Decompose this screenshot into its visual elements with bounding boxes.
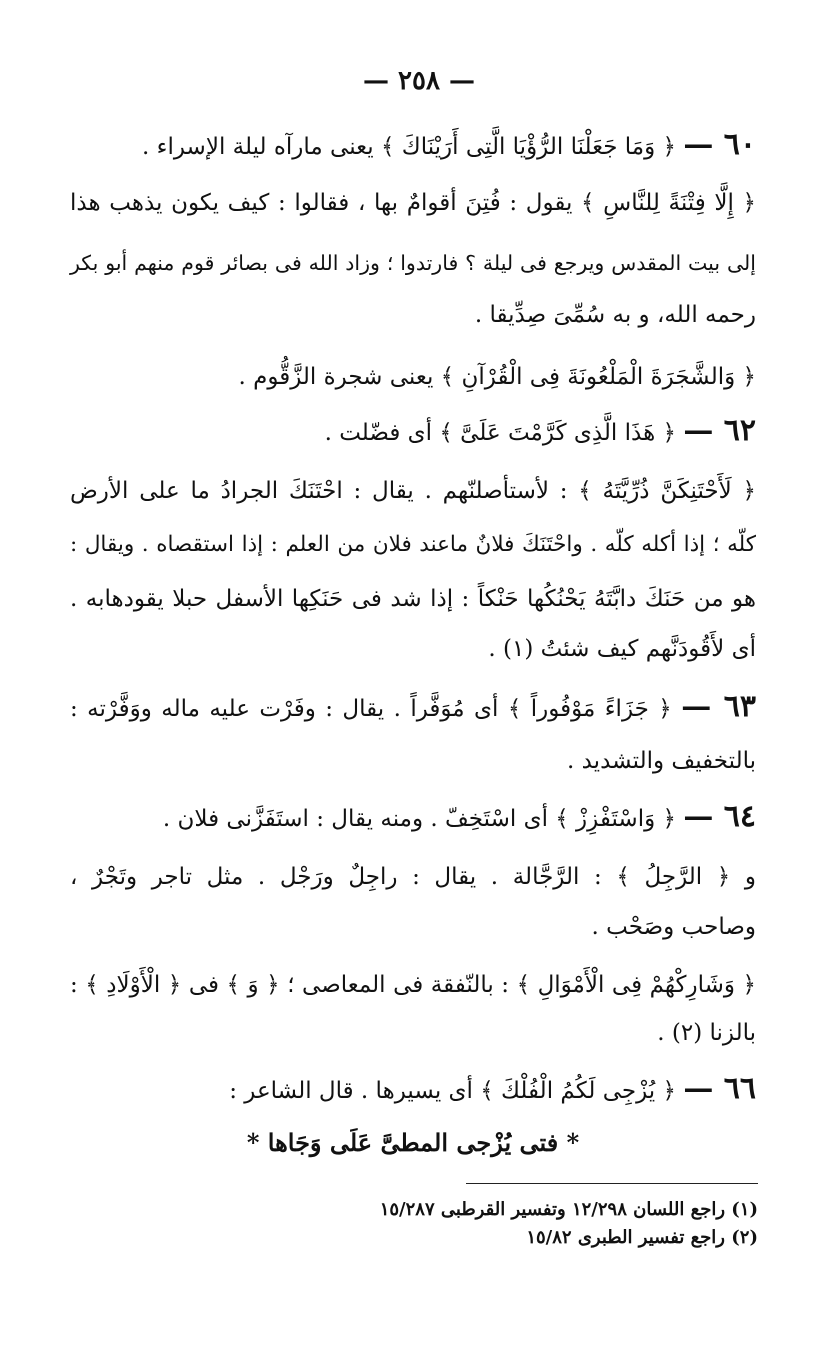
- verse-number: ٦٢ —: [683, 413, 756, 448]
- page-number: — ٢٥٨ —: [362, 66, 476, 96]
- poetry-verse: * فتى يُزْجى المطىَّ عَلَى وَجَاها *: [246, 1128, 580, 1157]
- line-text: ﴿ لَأَحْتَنِكَنَّ ذُرِّيَّتَهُ ﴾ : لأستأصلنّهم . يقال : احْتَنَكَ الجرادُ ما على الأرض: [70, 478, 756, 504]
- line-text: ﴿ وَالشَّجَرَةَ الْمَلْعُونَةَ فِى الْقُرْآنِ ﴾ يعنى شجرة الزَّقُّوم .: [238, 364, 756, 390]
- text-line: [70, 128, 756, 164]
- line-text: ﴿ يُزْجِى لَكُمُ الْفُلْكَ ﴾ أى يسيرها . قال الشاعر :: [229, 1078, 676, 1104]
- line-text: ﴿ وَشَارِكْهُمْ فِى الْأَمْوَالِ ﴾ : بالنّفقة فى المعاصى ؛ ﴿ وَ ﴾ فى ﴿ الْأَوْلَادِ ﴾ :: [70, 972, 756, 998]
- verse-number: ٦٤ —: [683, 799, 756, 834]
- footnotes: [338, 1196, 758, 1252]
- line-text: هو من حَنَكَ دابَّتَهُ يَحْنُكُها حَنْكاً : إذا شد فى حَنَكِها الأسفل حبلا يقودهابه .: [70, 586, 756, 612]
- text-line: [70, 744, 756, 778]
- line-text: كلّه ؛ إذا أكله كلّه . واحْتَنَكَ فلانٌ ماعند فلان من العلم : إذا استقصاه . ويقال :: [70, 532, 756, 557]
- footnote: (١) راجع اللسان ١٢/٢٩٨ وتفسير القرطبى ١٥/٢٨٧: [379, 1199, 758, 1220]
- text-line: [70, 186, 756, 220]
- line-text: ﴿ وَاسْتَفْزِزْ ﴾ أى اسْتَخِفّ . ومنه يقال : استَفَزَّنى فلان .: [162, 806, 676, 832]
- footnote: (٢) راجع تفسير الطبرى ١٥/٨٢: [526, 1227, 758, 1248]
- text-line: [70, 360, 756, 394]
- text-line: [70, 690, 756, 726]
- line-text: ﴿ وَمَا جَعَلْنَا الرُّؤْيَا الَّتِى أَرَيْنَاكَ ﴾ يعنى مارآه ليلة الإسراء .: [142, 134, 676, 160]
- text-line: [70, 414, 756, 450]
- line-text: بالزنا (٢) .: [657, 1020, 756, 1046]
- text-line: [70, 298, 756, 332]
- line-text: ﴿ جَزَاءً مَوْفُوراً ﴾ أى مُوَفَّراً . يقال : وفَرْت عليه ماله ووَفَّرْته :: [70, 696, 672, 722]
- text-line: [70, 474, 756, 508]
- text-line: [70, 860, 756, 894]
- text-line: [70, 582, 756, 616]
- line-text: ﴿ إِلَّا فِتْنَةً لِلنَّاسِ ﴾ يقول : فُتِنَ أقوامٌ بها ، فقالوا : كيف يكون يذهب هذا: [70, 190, 756, 216]
- line-text: و ﴿ الرَّجِلُ ﴾ : الرَّجَّالة . يقال : راجِلٌ ورَجْل . مثل تاجر وتَجْرٌ ،: [70, 864, 756, 890]
- text-line: [70, 968, 756, 1002]
- footnote-divider: [466, 1183, 758, 1184]
- text-line: [70, 632, 756, 666]
- text-line: [70, 1016, 756, 1050]
- text-line: [70, 1072, 756, 1108]
- line-text: ﴿ هَذَا الَّذِى كَرَّمْتَ عَلَىَّ ﴾ أى فضّلت .: [324, 420, 676, 446]
- verse-number: ٦٠ —: [683, 127, 756, 162]
- line-text: إلى بيت المقدس ويرجع فى ليلة ؟ فارتدوا ؛ وزاد الله فى بصائر قوم منهم أبو بكر: [70, 251, 756, 275]
- text-line: [70, 800, 756, 836]
- text-line: [70, 910, 756, 944]
- verse-number: ٦٣ —: [681, 689, 756, 724]
- line-text: بالتخفيف والتشديد .: [566, 748, 756, 774]
- line-text: رحمه الله، و به سُمِّىَ صِدِّيقا .: [474, 302, 756, 328]
- line-text: وصاحب وصَحْب .: [591, 914, 756, 940]
- line-text: أى لأَقُودَنَّهم كيف شئتُ (١) .: [488, 636, 756, 662]
- verse-number: ٦٦ —: [683, 1071, 756, 1106]
- text-line: [70, 246, 756, 280]
- text-line: [70, 528, 756, 562]
